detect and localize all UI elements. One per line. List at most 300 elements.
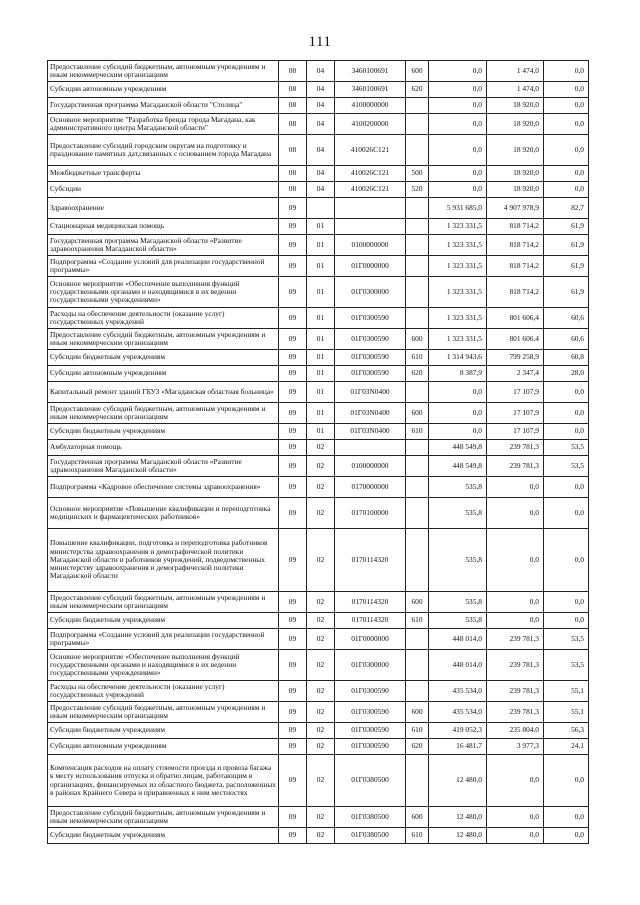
cell-name: Государственная программа Магаданской области «Развитие здравоохранения Магаданской области» [48, 456, 279, 477]
cell-actual-amount: 235 804,0 [487, 723, 544, 739]
cell-section: 09 [279, 529, 307, 592]
cell-target-article: 410026С121 [335, 182, 406, 198]
cell-name: Повышение квалификации, подготовка и переподготовка работников министерства здравоохранения и демографической политики Магаданской области и работников учреждений, подведомственных министерству здравоохранения и демографической политики Магаданской области [48, 529, 279, 592]
cell-planned-amount: 1 323 331,5 [429, 329, 487, 350]
cell-name: Субсидии [48, 182, 279, 198]
cell-expense-type [406, 498, 429, 529]
cell-planned-amount: 5 931 685,0 [429, 198, 487, 219]
cell-expense-type: 520 [406, 182, 429, 198]
cell-subsection: 04 [307, 166, 335, 182]
cell-actual-amount: 818 714,2 [487, 277, 544, 308]
cell-name: Субсидии автономным учреждениям [48, 82, 279, 98]
cell-percent: 53,5 [544, 629, 589, 650]
cell-subsection: 01 [307, 403, 335, 424]
cell-percent: 0,0 [544, 807, 589, 828]
cell-percent: 60,6 [544, 329, 589, 350]
cell-subsection: 02 [307, 529, 335, 592]
cell-section: 09 [279, 807, 307, 828]
table-row [48, 828, 589, 844]
cell-percent: 0,0 [544, 613, 589, 629]
cell-subsection: 01 [307, 235, 335, 256]
cell-name: Предоставление субсидий бюджетным, автономным учреждениям и иным некоммерческим организациям [48, 329, 279, 350]
cell-percent: 82,7 [544, 198, 589, 219]
cell-actual-amount: 239 781,3 [487, 440, 544, 456]
cell-planned-amount: 535,8 [429, 477, 487, 498]
cell-expense-type [406, 477, 429, 498]
cell-subsection [307, 198, 335, 219]
cell-actual-amount: 0,0 [487, 755, 544, 807]
cell-expense-type [406, 681, 429, 702]
cell-percent: 0,0 [544, 114, 589, 135]
cell-actual-amount: 818 714,2 [487, 235, 544, 256]
cell-subsection: 02 [307, 755, 335, 807]
cell-percent: 53,5 [544, 650, 589, 681]
cell-percent: 61,9 [544, 235, 589, 256]
cell-target-article [335, 440, 406, 456]
cell-planned-amount: 12 480,0 [429, 807, 487, 828]
cell-actual-amount: 17 107,9 [487, 403, 544, 424]
cell-percent: 0,0 [544, 529, 589, 592]
cell-section: 09 [279, 235, 307, 256]
cell-subsection: 02 [307, 498, 335, 529]
cell-section: 09 [279, 424, 307, 440]
table-row [48, 350, 589, 366]
cell-target-article: 01Г0300590 [335, 702, 406, 723]
cell-name: Субсидии бюджетным учреждениям [48, 828, 279, 844]
cell-actual-amount: 239 781,3 [487, 650, 544, 681]
cell-expense-type [406, 308, 429, 329]
cell-section: 09 [279, 403, 307, 424]
cell-subsection: 02 [307, 477, 335, 498]
cell-subsection: 01 [307, 256, 335, 277]
cell-actual-amount: 239 781,3 [487, 456, 544, 477]
cell-planned-amount: 0,0 [429, 61, 487, 82]
table-row [48, 382, 589, 403]
cell-planned-amount: 535,8 [429, 592, 487, 613]
table-row [48, 256, 589, 277]
cell-section: 09 [279, 350, 307, 366]
cell-target-article: 01Г0000000 [335, 629, 406, 650]
cell-planned-amount: 0,0 [429, 424, 487, 440]
cell-target-article: 0170114320 [335, 613, 406, 629]
table-row [48, 440, 589, 456]
cell-actual-amount: 18 920,0 [487, 182, 544, 198]
cell-actual-amount: 239 781,3 [487, 629, 544, 650]
cell-target-article: 01Г0300000 [335, 277, 406, 308]
cell-percent: 55,1 [544, 681, 589, 702]
cell-actual-amount: 1 474,0 [487, 82, 544, 98]
cell-section: 09 [279, 329, 307, 350]
cell-target-article: 0170114320 [335, 529, 406, 592]
cell-planned-amount: 448 549,8 [429, 456, 487, 477]
cell-expense-type [406, 235, 429, 256]
cell-expense-type: 600 [406, 329, 429, 350]
table-row [48, 613, 589, 629]
cell-target-article: 01Г0380500 [335, 755, 406, 807]
cell-name: Подпрограмма «Кадровое обеспечение системы здравоохранения» [48, 477, 279, 498]
cell-section: 09 [279, 256, 307, 277]
cell-name: Субсидии автономным учреждениям [48, 739, 279, 755]
cell-planned-amount: 1 314 943,6 [429, 350, 487, 366]
cell-target-article: 01Г0300590 [335, 739, 406, 755]
cell-planned-amount: 1 323 331,5 [429, 308, 487, 329]
table-row [48, 61, 589, 82]
cell-section: 09 [279, 592, 307, 613]
cell-subsection: 02 [307, 650, 335, 681]
table-row [48, 477, 589, 498]
table-row [48, 629, 589, 650]
cell-target-article: 01Г0300590 [335, 308, 406, 329]
cell-actual-amount: 801 606,4 [487, 329, 544, 350]
cell-expense-type [406, 277, 429, 308]
cell-percent: 60,8 [544, 350, 589, 366]
cell-planned-amount: 0,0 [429, 382, 487, 403]
cell-planned-amount: 1 323 331,5 [429, 277, 487, 308]
table-row [48, 681, 589, 702]
cell-expense-type: 600 [406, 807, 429, 828]
cell-planned-amount: 0,0 [429, 135, 487, 166]
cell-actual-amount: 0,0 [487, 807, 544, 828]
cell-name: Подпрограмма «Создание условий для реализации государственной программы» [48, 256, 279, 277]
cell-planned-amount: 448 014,0 [429, 650, 487, 681]
cell-subsection: 02 [307, 739, 335, 755]
cell-expense-type: 500 [406, 166, 429, 182]
cell-name: Основное мероприятие «Обеспечение выполнения функций государственными органами и находящимися в их ведении государственными учреждениями» [48, 277, 279, 308]
cell-expense-type [406, 98, 429, 114]
cell-expense-type: 620 [406, 739, 429, 755]
cell-target-article: 0170000000 [335, 477, 406, 498]
cell-planned-amount: 0,0 [429, 114, 487, 135]
cell-subsection: 02 [307, 456, 335, 477]
cell-subsection: 04 [307, 135, 335, 166]
cell-actual-amount: 799 258,9 [487, 350, 544, 366]
cell-subsection: 02 [307, 592, 335, 613]
cell-expense-type [406, 198, 429, 219]
cell-planned-amount: 1 323 331,5 [429, 256, 487, 277]
cell-percent: 0,0 [544, 82, 589, 98]
cell-section: 08 [279, 98, 307, 114]
table-row [48, 456, 589, 477]
cell-target-article: 01Г0300590 [335, 366, 406, 382]
cell-percent: 53,5 [544, 456, 589, 477]
cell-planned-amount: 8 387,9 [429, 366, 487, 382]
cell-planned-amount: 448 014,0 [429, 629, 487, 650]
cell-actual-amount: 18 920,0 [487, 114, 544, 135]
cell-target-article: 410026С121 [335, 135, 406, 166]
cell-target-article: 0170114320 [335, 592, 406, 613]
table-row [48, 235, 589, 256]
cell-name: Подпрограмма «Создание условий для реализации государственной программы» [48, 629, 279, 650]
cell-actual-amount: 239 781,3 [487, 681, 544, 702]
cell-target-article: 01Г0300000 [335, 650, 406, 681]
cell-section: 09 [279, 739, 307, 755]
cell-actual-amount: 801 606,4 [487, 308, 544, 329]
cell-planned-amount: 535,8 [429, 613, 487, 629]
cell-actual-amount: 0,0 [487, 828, 544, 844]
cell-target-article: 01Г0000000 [335, 256, 406, 277]
cell-target-article: 01Г0300590 [335, 329, 406, 350]
cell-subsection: 01 [307, 219, 335, 235]
cell-name: Межбюджетные трансферты [48, 166, 279, 182]
cell-expense-type [406, 382, 429, 403]
cell-planned-amount: 16 481,7 [429, 739, 487, 755]
table-row [48, 529, 589, 592]
cell-actual-amount: 0,0 [487, 613, 544, 629]
cell-planned-amount: 0,0 [429, 182, 487, 198]
cell-expense-type: 620 [406, 366, 429, 382]
cell-percent: 0,0 [544, 424, 589, 440]
cell-subsection: 02 [307, 702, 335, 723]
cell-percent: 0,0 [544, 98, 589, 114]
cell-expense-type [406, 114, 429, 135]
cell-section: 09 [279, 723, 307, 739]
cell-percent: 55,1 [544, 702, 589, 723]
cell-planned-amount: 0,0 [429, 403, 487, 424]
table-row [48, 702, 589, 723]
cell-planned-amount: 0,0 [429, 82, 487, 98]
cell-expense-type [406, 219, 429, 235]
cell-name: Предоставление субсидий бюджетным, автономным учреждениям и иным некоммерческим организациям [48, 807, 279, 828]
cell-target-article: 3460100691 [335, 82, 406, 98]
cell-expense-type: 610 [406, 723, 429, 739]
table-row [48, 198, 589, 219]
cell-section: 09 [279, 650, 307, 681]
table-row [48, 739, 589, 755]
cell-target-article: 01Г0380500 [335, 807, 406, 828]
table-row [48, 329, 589, 350]
cell-actual-amount: 18 920,0 [487, 98, 544, 114]
cell-subsection: 02 [307, 440, 335, 456]
budget-table-body [48, 61, 589, 844]
cell-expense-type: 620 [406, 82, 429, 98]
cell-percent: 0,0 [544, 382, 589, 403]
table-row [48, 182, 589, 198]
cell-subsection: 02 [307, 828, 335, 844]
table-row [48, 98, 589, 114]
cell-section: 09 [279, 456, 307, 477]
cell-planned-amount: 12 480,0 [429, 755, 487, 807]
cell-actual-amount: 0,0 [487, 592, 544, 613]
cell-name: Предоставление субсидий бюджетным, автономным учреждениям и иным некоммерческим организациям [48, 61, 279, 82]
cell-section: 09 [279, 277, 307, 308]
cell-expense-type: 600 [406, 403, 429, 424]
cell-actual-amount: 818 714,2 [487, 219, 544, 235]
cell-section: 09 [279, 440, 307, 456]
cell-actual-amount: 1 474,0 [487, 61, 544, 82]
cell-name: Субсидии бюджетным учреждениям [48, 723, 279, 739]
cell-target-article: 01Г03N0400 [335, 424, 406, 440]
cell-planned-amount: 0,0 [429, 166, 487, 182]
cell-name: Расходы на обеспечение деятельности (оказание услуг) государственных учреждений [48, 681, 279, 702]
cell-expense-type: 600 [406, 702, 429, 723]
cell-actual-amount: 239 781,3 [487, 702, 544, 723]
cell-section: 08 [279, 135, 307, 166]
cell-name: Субсидии бюджетным учреждениям [48, 424, 279, 440]
cell-section: 09 [279, 308, 307, 329]
cell-actual-amount: 2 347,4 [487, 366, 544, 382]
cell-subsection: 02 [307, 613, 335, 629]
cell-name: Расходы на обеспечение деятельности (оказание услуг) государственных учреждений [48, 308, 279, 329]
cell-expense-type [406, 629, 429, 650]
cell-expense-type: 600 [406, 592, 429, 613]
cell-name: Предоставление субсидий бюджетным, автономным учреждениям и иным некоммерческим организациям [48, 592, 279, 613]
cell-percent: 24,1 [544, 739, 589, 755]
cell-actual-amount: 17 107,9 [487, 424, 544, 440]
cell-subsection: 04 [307, 98, 335, 114]
cell-expense-type: 610 [406, 424, 429, 440]
cell-name: Субсидии бюджетным учреждениям [48, 350, 279, 366]
cell-subsection: 01 [307, 424, 335, 440]
cell-percent: 61,9 [544, 219, 589, 235]
cell-percent: 0,0 [544, 61, 589, 82]
cell-subsection: 01 [307, 366, 335, 382]
cell-subsection: 04 [307, 82, 335, 98]
cell-name: Стационарная медицинская помощь [48, 219, 279, 235]
cell-target-article: 410026С121 [335, 166, 406, 182]
cell-target-article: 01Г0300590 [335, 681, 406, 702]
cell-subsection: 04 [307, 114, 335, 135]
cell-target-article: 01Г0300590 [335, 350, 406, 366]
cell-percent: 0,0 [544, 828, 589, 844]
table-row [48, 807, 589, 828]
cell-percent: 0,0 [544, 403, 589, 424]
cell-name: Предоставление субсидий городским округам на подготовку и празднование памятных дат,связанных с основанием города Магадана [48, 135, 279, 166]
cell-actual-amount: 818 714,2 [487, 256, 544, 277]
cell-actual-amount: 18 920,0 [487, 135, 544, 166]
cell-expense-type: 610 [406, 350, 429, 366]
cell-expense-type: 610 [406, 613, 429, 629]
cell-percent: 61,9 [544, 277, 589, 308]
cell-subsection: 04 [307, 182, 335, 198]
cell-subsection: 01 [307, 350, 335, 366]
cell-name: Субсидии бюджетным учреждениям [48, 613, 279, 629]
table-row [48, 366, 589, 382]
cell-actual-amount: 4 907 978,9 [487, 198, 544, 219]
table-row [48, 277, 589, 308]
cell-subsection: 02 [307, 681, 335, 702]
cell-percent: 0,0 [544, 477, 589, 498]
cell-actual-amount: 0,0 [487, 529, 544, 592]
cell-target-article: 4100000000 [335, 98, 406, 114]
cell-expense-type [406, 529, 429, 592]
cell-name: Государственная программа Магаданской области "Столица" [48, 98, 279, 114]
cell-expense-type: 610 [406, 828, 429, 844]
cell-target-article: 01Г0380500 [335, 828, 406, 844]
cell-section: 08 [279, 82, 307, 98]
cell-target-article [335, 219, 406, 235]
cell-planned-amount: 1 323 331,5 [429, 219, 487, 235]
cell-target-article [335, 198, 406, 219]
cell-section: 09 [279, 219, 307, 235]
table-row [48, 166, 589, 182]
cell-target-article: 0100000000 [335, 456, 406, 477]
cell-section: 09 [279, 755, 307, 807]
cell-name: Здравоохранение [48, 198, 279, 219]
cell-percent: 0,0 [544, 755, 589, 807]
cell-name: Основное мероприятие «Повышение квалификации и переподготовка медицинских и фармацевтических работников» [48, 498, 279, 529]
table-row [48, 723, 589, 739]
cell-section: 09 [279, 477, 307, 498]
cell-name: Капитальный ремонт зданий ГБУЗ «Магаданская областная больница» [48, 382, 279, 403]
cell-expense-type [406, 650, 429, 681]
cell-percent: 61,9 [544, 256, 589, 277]
cell-section: 09 [279, 613, 307, 629]
cell-expense-type [406, 755, 429, 807]
cell-percent: 0,0 [544, 498, 589, 529]
cell-percent: 53,5 [544, 440, 589, 456]
cell-section: 08 [279, 61, 307, 82]
table-row [48, 219, 589, 235]
cell-expense-type [406, 256, 429, 277]
cell-expense-type: 600 [406, 61, 429, 82]
cell-subsection: 02 [307, 723, 335, 739]
cell-planned-amount: 419 052,3 [429, 723, 487, 739]
cell-planned-amount: 12 480,0 [429, 828, 487, 844]
cell-section: 08 [279, 166, 307, 182]
table-row [48, 308, 589, 329]
cell-actual-amount: 0,0 [487, 498, 544, 529]
cell-section: 09 [279, 681, 307, 702]
cell-planned-amount: 435 534,0 [429, 681, 487, 702]
table-row [48, 498, 589, 529]
cell-section: 09 [279, 828, 307, 844]
cell-actual-amount: 17 107,9 [487, 382, 544, 403]
table-row [48, 135, 589, 166]
table-row [48, 403, 589, 424]
cell-section: 09 [279, 702, 307, 723]
table-row [48, 82, 589, 98]
cell-subsection: 04 [307, 61, 335, 82]
cell-name: Компенсация расходов на оплату стоимости проезда и провоза багажа к месту использования отпуска и обратно лицам, работающим в организациях, финансируемых из областного бюджета, расположенных в районах Крайнего Севера и приравненных к ним местностях [48, 755, 279, 807]
cell-actual-amount: 0,0 [487, 477, 544, 498]
table-row [48, 650, 589, 681]
cell-planned-amount: 448 549,8 [429, 440, 487, 456]
cell-subsection: 01 [307, 277, 335, 308]
cell-target-article: 3460100691 [335, 61, 406, 82]
cell-name: Основное мероприятие «Обеспечение выполнения функций государственными органами и находящимися в их ведении государственными учреждениями» [48, 650, 279, 681]
cell-subsection: 02 [307, 807, 335, 828]
page-number: 111 [308, 34, 332, 50]
cell-actual-amount: 3 977,3 [487, 739, 544, 755]
table-row [48, 114, 589, 135]
cell-target-article: 01Г03N0400 [335, 382, 406, 403]
cell-planned-amount: 1 323 331,5 [429, 235, 487, 256]
cell-subsection: 01 [307, 329, 335, 350]
cell-actual-amount: 18 920,0 [487, 166, 544, 182]
cell-name: Амбулаторная помощь [48, 440, 279, 456]
cell-target-article: 4100200000 [335, 114, 406, 135]
cell-name: Основное мероприятие "Разработка бренда города Магадана, как административного центра Магаданской области" [48, 114, 279, 135]
cell-target-article: 01Г0300590 [335, 723, 406, 739]
cell-subsection: 02 [307, 629, 335, 650]
cell-section: 09 [279, 498, 307, 529]
table-row [48, 424, 589, 440]
table-row [48, 755, 589, 807]
cell-name: Субсидии автономным учреждениям [48, 366, 279, 382]
cell-planned-amount: 535,8 [429, 529, 487, 592]
cell-percent: 0,0 [544, 166, 589, 182]
cell-expense-type [406, 456, 429, 477]
cell-subsection: 01 [307, 308, 335, 329]
cell-planned-amount: 535,8 [429, 498, 487, 529]
cell-section: 08 [279, 182, 307, 198]
cell-target-article: 01Г03N0400 [335, 403, 406, 424]
cell-percent: 0,0 [544, 135, 589, 166]
cell-percent: 60,6 [544, 308, 589, 329]
cell-expense-type [406, 440, 429, 456]
cell-name: Государственная программа Магаданской области «Развитие здравоохранения Магаданской области» [48, 235, 279, 256]
cell-percent: 0,0 [544, 182, 589, 198]
